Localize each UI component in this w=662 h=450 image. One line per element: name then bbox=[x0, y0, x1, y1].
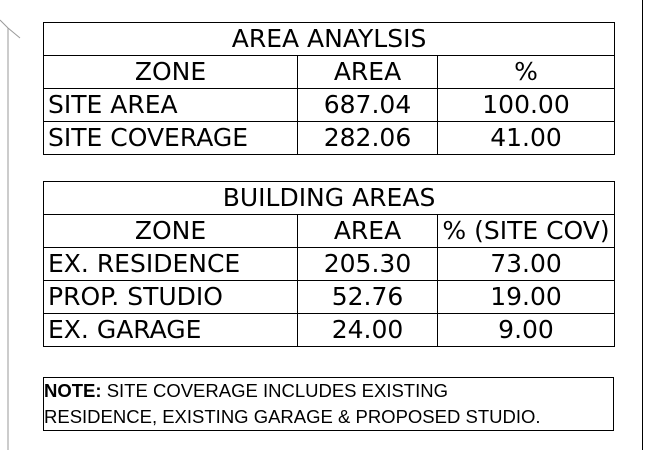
table-row bbox=[44, 122, 615, 155]
note-box bbox=[43, 377, 614, 431]
table-title-row bbox=[44, 23, 615, 56]
column-header-zone: ZONE bbox=[44, 56, 298, 89]
column-header-zone: ZONE bbox=[44, 215, 298, 248]
zone-cell: EX. GARAGE bbox=[44, 314, 298, 347]
area-cell: 24.00 bbox=[298, 314, 438, 347]
percent-cell: 100.00 bbox=[438, 89, 615, 122]
zone-cell: EX. RESIDENCE bbox=[44, 248, 298, 281]
building-areas-title: BUILDING AREAS bbox=[44, 182, 615, 215]
note-label: NOTE: bbox=[44, 380, 102, 401]
area-cell: 205.30 bbox=[298, 248, 438, 281]
area-cell: 52.76 bbox=[298, 281, 438, 314]
area-cell: 282.06 bbox=[298, 122, 438, 155]
percent-cell: 73.00 bbox=[438, 248, 615, 281]
area-analysis-table bbox=[43, 22, 615, 155]
column-header-percent-site-cov: % (SITE COV) bbox=[438, 215, 615, 248]
percent-cell: 41.00 bbox=[438, 122, 615, 155]
zone-cell: SITE COVERAGE bbox=[44, 122, 298, 155]
percent-cell: 19.00 bbox=[438, 281, 615, 314]
percent-cell: 9.00 bbox=[438, 314, 615, 347]
table-row bbox=[44, 281, 615, 314]
column-header-percent: % bbox=[438, 56, 615, 89]
zone-cell: PROP. STUDIO bbox=[44, 281, 298, 314]
area-cell: 687.04 bbox=[298, 89, 438, 122]
table-row bbox=[44, 314, 615, 347]
note-line-1 bbox=[44, 378, 613, 404]
column-header-area: AREA bbox=[298, 56, 438, 89]
drawing-border-line bbox=[642, 0, 643, 450]
column-header-area: AREA bbox=[298, 215, 438, 248]
table-row bbox=[44, 89, 615, 122]
drawing-guide-line bbox=[0, 0, 26, 450]
note-line-2 bbox=[44, 404, 613, 430]
table-header-row bbox=[44, 56, 615, 89]
area-analysis-title: AREA ANAYLSIS bbox=[44, 23, 615, 56]
table-row bbox=[44, 248, 615, 281]
note-text-1: SITE COVERAGE INCLUDES EXISTING bbox=[101, 380, 448, 401]
building-areas-table bbox=[43, 181, 615, 347]
zone-cell: SITE AREA bbox=[44, 89, 298, 122]
table-header-row bbox=[44, 215, 615, 248]
note-text-2: RESIDENCE, EXISTING GARAGE & PROPOSED STUDIO. bbox=[44, 406, 541, 427]
table-title-row bbox=[44, 182, 615, 215]
